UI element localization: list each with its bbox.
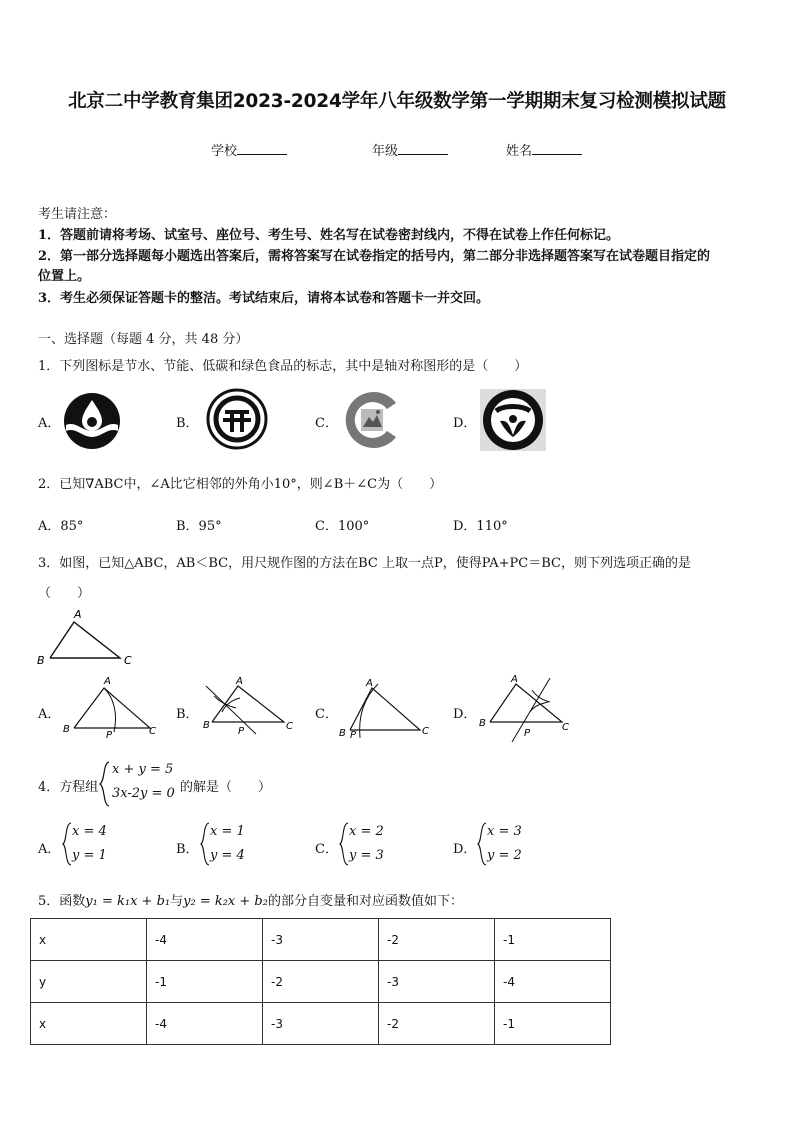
question-3-paren: （ ） <box>38 586 91 601</box>
table-cell: -1 <box>495 919 611 961</box>
q1-option-b-label: B． <box>176 416 199 431</box>
q4-system-brace-icon <box>99 761 111 807</box>
q2-option-d: D．110° <box>453 519 508 534</box>
q3-option-a-label: A． <box>38 707 61 722</box>
q4-option-a-label: A． <box>38 842 61 857</box>
table-cell: -2 <box>379 1003 495 1045</box>
point-b-label: B <box>37 654 45 667</box>
q5-function-2: y₂ = k₂x + b₂ <box>183 894 268 909</box>
svg-text:B: B <box>63 724 70 735</box>
q1-option-a-label: A． <box>38 416 61 431</box>
school-field <box>211 140 287 159</box>
q1-option-d-label: D． <box>453 416 477 431</box>
school-blank <box>237 142 287 155</box>
svg-text:P: P <box>350 730 357 741</box>
school-label: 学校 <box>211 144 238 159</box>
q4-option-b-line-2: y = 4 <box>210 848 245 863</box>
q3-option-b-label: B． <box>176 707 199 722</box>
svg-text:B: B <box>203 720 210 731</box>
point-c-label: C <box>124 654 132 667</box>
table-cell: -3 <box>379 961 495 1003</box>
table-cell: -4 <box>147 1003 263 1045</box>
point-a-label: A <box>74 608 82 621</box>
q5-prefix: 5．函数 <box>38 894 86 909</box>
q4-option-d-line-2: y = 2 <box>487 848 522 863</box>
table-cell: y <box>31 961 147 1003</box>
q2-option-c: C．100° <box>315 519 370 534</box>
q4-option-b-brace-icon <box>200 822 210 866</box>
question-4-suffix: 的解是（ ） <box>180 780 272 795</box>
q3-option-d-label: D． <box>453 707 477 722</box>
q4-option-a-line-1: x = 4 <box>72 824 107 839</box>
q3-option-a-figure <box>60 674 160 740</box>
q3-option-d-figure <box>476 672 580 744</box>
notice-heading: 考生请注意： <box>38 207 117 222</box>
q1-option-c-label: C． <box>315 416 338 431</box>
q4-equation-2: 3x-2y = 0 <box>112 786 175 801</box>
low-carbon-logo-icon <box>341 389 401 451</box>
svg-text:A: A <box>366 678 373 689</box>
energy-saving-logo-icon <box>206 388 268 450</box>
question-5-text <box>38 890 463 909</box>
q5-function-1: y₁ = k₁x + b₁ <box>85 894 171 909</box>
table-cell: -4 <box>147 919 263 961</box>
table-cell: -2 <box>263 961 379 1003</box>
q4-equation-1: x + y = 5 <box>112 762 174 777</box>
q2-option-a: A．85° <box>38 519 84 534</box>
q4-option-c-line-1: x = 2 <box>349 824 384 839</box>
q4-option-d-line-1: x = 3 <box>487 824 522 839</box>
q4-option-d-label: D． <box>453 842 477 857</box>
function-values-table <box>30 918 611 1045</box>
name-blank <box>532 142 582 155</box>
grade-field <box>372 140 448 159</box>
table-cell: -1 <box>147 961 263 1003</box>
table-cell: x <box>31 919 147 961</box>
table-cell: x <box>31 1003 147 1045</box>
notice-item-2-cont: 位置上。 <box>38 269 91 284</box>
q5-mid: 与 <box>170 894 184 909</box>
table-row <box>31 1003 611 1045</box>
grade-blank <box>398 142 448 155</box>
svg-text:B: B <box>339 728 346 739</box>
table-row <box>31 961 611 1003</box>
name-field <box>506 140 582 159</box>
q3-option-b-figure <box>198 674 302 740</box>
page-title: 北京二中学教育集团2023-2024学年八年级数学第一学期期末复习检测模拟试题 <box>68 91 726 112</box>
table-cell: -4 <box>495 961 611 1003</box>
q4-option-b-line-1: x = 1 <box>210 824 245 839</box>
svg-text:B: B <box>479 718 486 729</box>
q3-option-c-figure <box>336 676 436 742</box>
q4-option-c-brace-icon <box>339 822 349 866</box>
svg-text:P: P <box>238 726 245 737</box>
table-row <box>31 919 611 961</box>
svg-text:C: C <box>149 726 156 737</box>
svg-text:A: A <box>511 674 518 685</box>
table-cell: -2 <box>379 919 495 961</box>
q4-option-c-label: C． <box>315 842 338 857</box>
triangle-abc-figure <box>34 606 144 668</box>
q4-option-c-line-2: y = 3 <box>349 848 384 863</box>
svg-text:C: C <box>422 726 429 737</box>
name-label: 姓名 <box>506 144 533 159</box>
q2-option-b: B．95° <box>176 519 222 534</box>
notice-item-3: 3．考生必须保证答题卡的整洁。考试结束后，请将本试卷和答题卡一并交回。 <box>38 291 490 306</box>
table-cell: -3 <box>263 919 379 961</box>
water-saving-logo-icon <box>62 391 122 451</box>
grade-label: 年级 <box>372 144 399 159</box>
q4-option-a-brace-icon <box>62 822 72 866</box>
question-2-text: 2．已知∇ABC中，∠A比它相邻的外角小10°，则∠B＋∠C为（ ） <box>38 477 443 492</box>
svg-text:C: C <box>562 722 569 733</box>
question-4-prefix: 4．方程组 <box>38 780 99 795</box>
question-1-text: 1．下列图标是节水、节能、低碳和绿色食品的标志，其中是轴对称图形的是（ ） <box>38 359 528 374</box>
notice-item-1: 1．答题前请将考场、试室号、座位号、考生号、姓名写在试卷密封线内，不得在试卷上作任何标记。 <box>38 228 620 243</box>
svg-text:P: P <box>106 730 113 740</box>
section-heading: 一、选择题（每题 4 分，共 48 分） <box>38 332 249 347</box>
q4-option-a-line-2: y = 1 <box>72 848 107 863</box>
q5-suffix: 的部分自变量和对应函数值如下： <box>267 894 463 909</box>
svg-text:P: P <box>524 728 531 739</box>
table-cell: -1 <box>495 1003 611 1045</box>
q4-option-d-brace-icon <box>477 822 487 866</box>
q3-option-c-label: C． <box>315 707 338 722</box>
table-cell: -3 <box>263 1003 379 1045</box>
svg-text:A: A <box>236 676 243 687</box>
question-3-text: 3．如图，已知△ABC，AB＜BC，用尺规作图的方法在BC 上取一点P，使得PA+PC＝BC，则下列选项正确的是 <box>38 556 691 571</box>
green-food-logo-icon <box>480 389 546 451</box>
q4-option-b-label: B． <box>176 842 199 857</box>
notice-item-2: 2．第一部分选择题每小题选出答案后，需将答案写在试卷指定的括号内，第二部分非选择题答案写在试卷题目指定的 <box>38 249 711 264</box>
svg-text:C: C <box>286 721 293 732</box>
svg-text:A: A <box>104 676 111 687</box>
